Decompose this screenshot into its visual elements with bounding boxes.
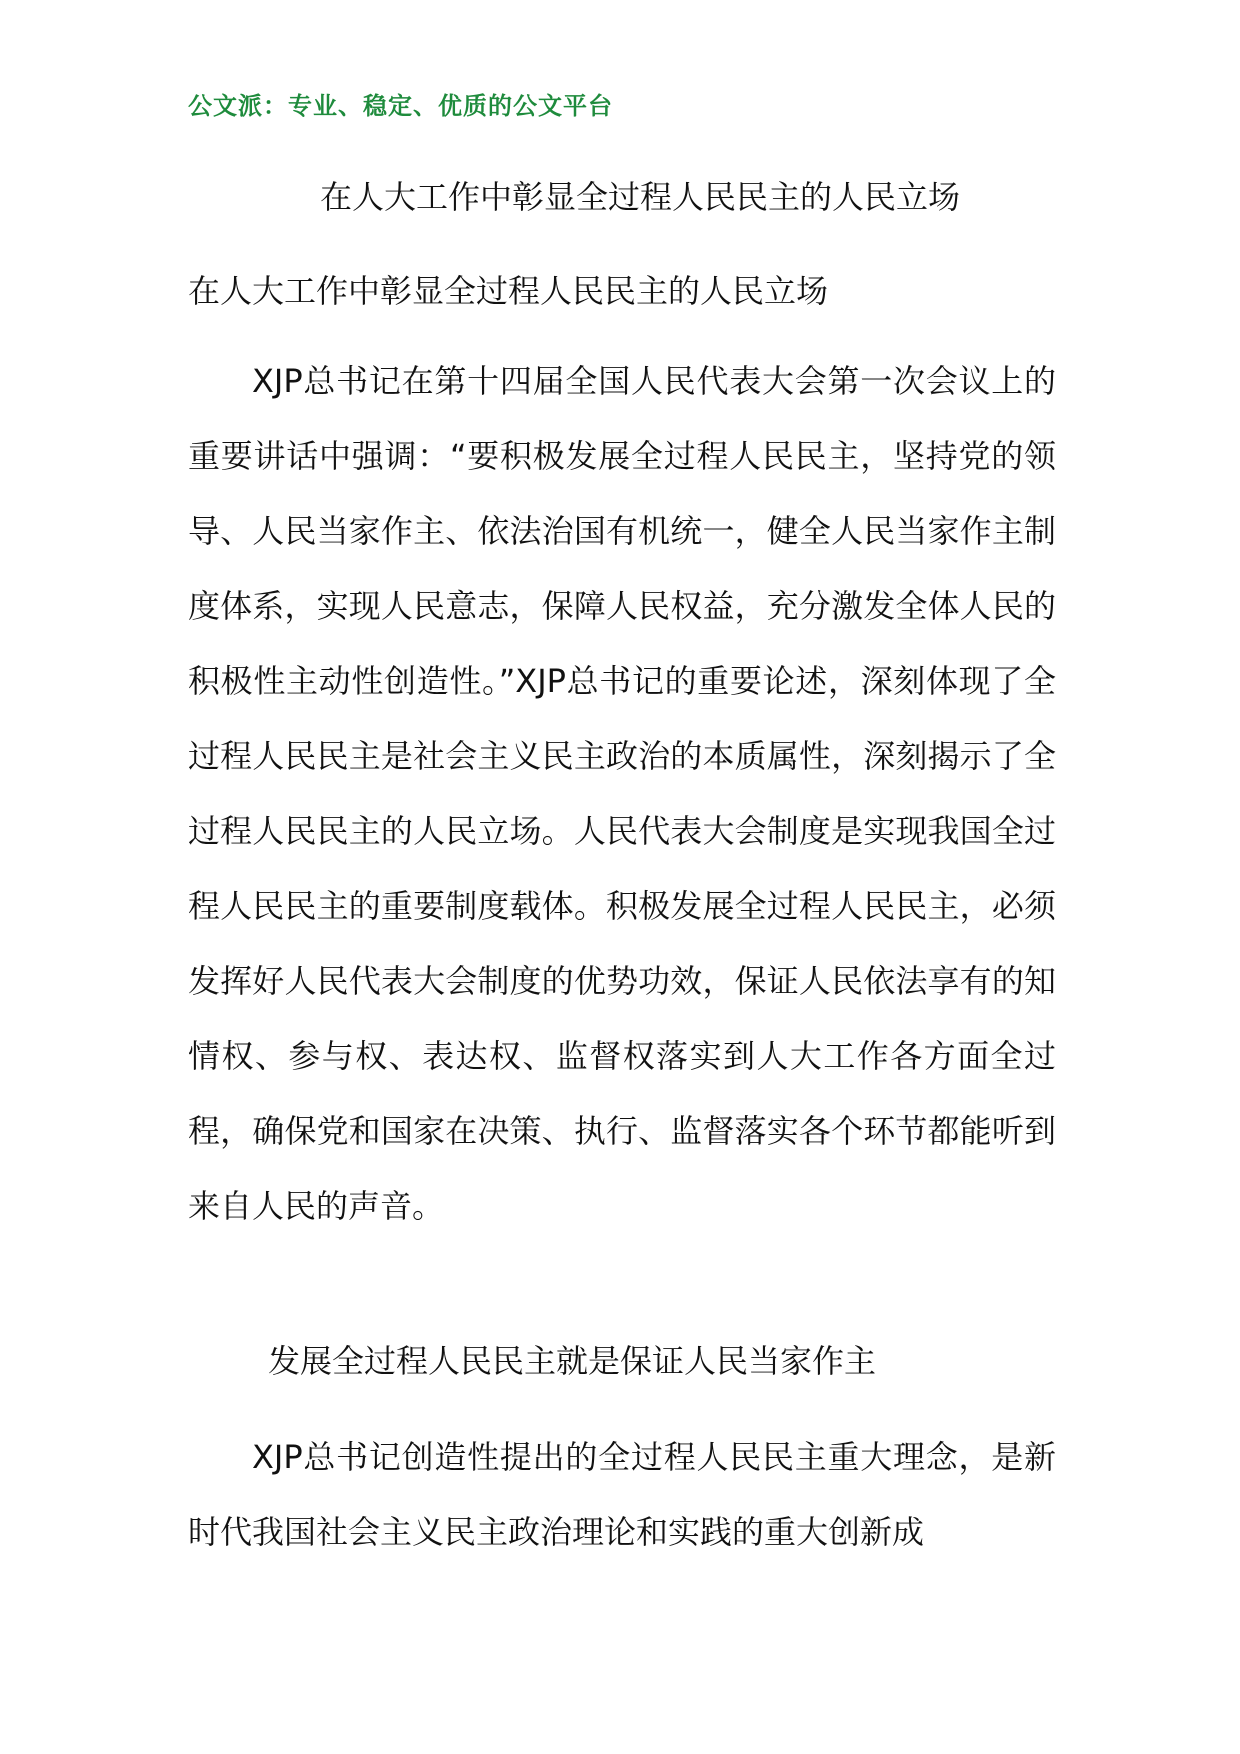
platform-header: 公文派：专业、稳定、优质的公文平台: [188, 92, 613, 120]
body-paragraph: XJP总书记创造性提出的全过程人民民主重大理念，是新时代我国社会主义民主政治理论和实践的重大创新成: [188, 1438, 1056, 1551]
section-heading: 发展全过程人民民主就是保证人民当家作主: [268, 1342, 877, 1380]
body-paragraph: XJP总书记在第十四届全国人民代表大会第一次会议上的重要讲话中强调：“要积极发展全过程人民民主，坚持党的领导、人民当家作主、依法治国有机统一，健全人民当家作主制度体系，实现人民意志，保障人民权益，充分激发全体人民的积极性主动性创造性。”XJP总书记的重要论述，深刻体现了全过程人民民主是社会主义民主政治的本质属性，深刻揭示了全过程人民民主的人民立场。人民代表大会制度是实现我国全过程人民民主的重要制度载体。积极发展全过程人民民主，必须发挥好人民代表大会制度的优势功效，保证人民依法享有的知情权、参与权、表达权、监督权落实到人大工作各方面全过程，确保党和国家在决策、执行、监督落实各个环节都能听到来自人民的声音。: [188, 362, 1056, 1225]
document-subtitle: 在人大工作中彰显全过程人民民主的人民立场: [188, 272, 829, 310]
document-title: 在人大工作中彰显全过程人民民主的人民立场: [320, 178, 961, 216]
